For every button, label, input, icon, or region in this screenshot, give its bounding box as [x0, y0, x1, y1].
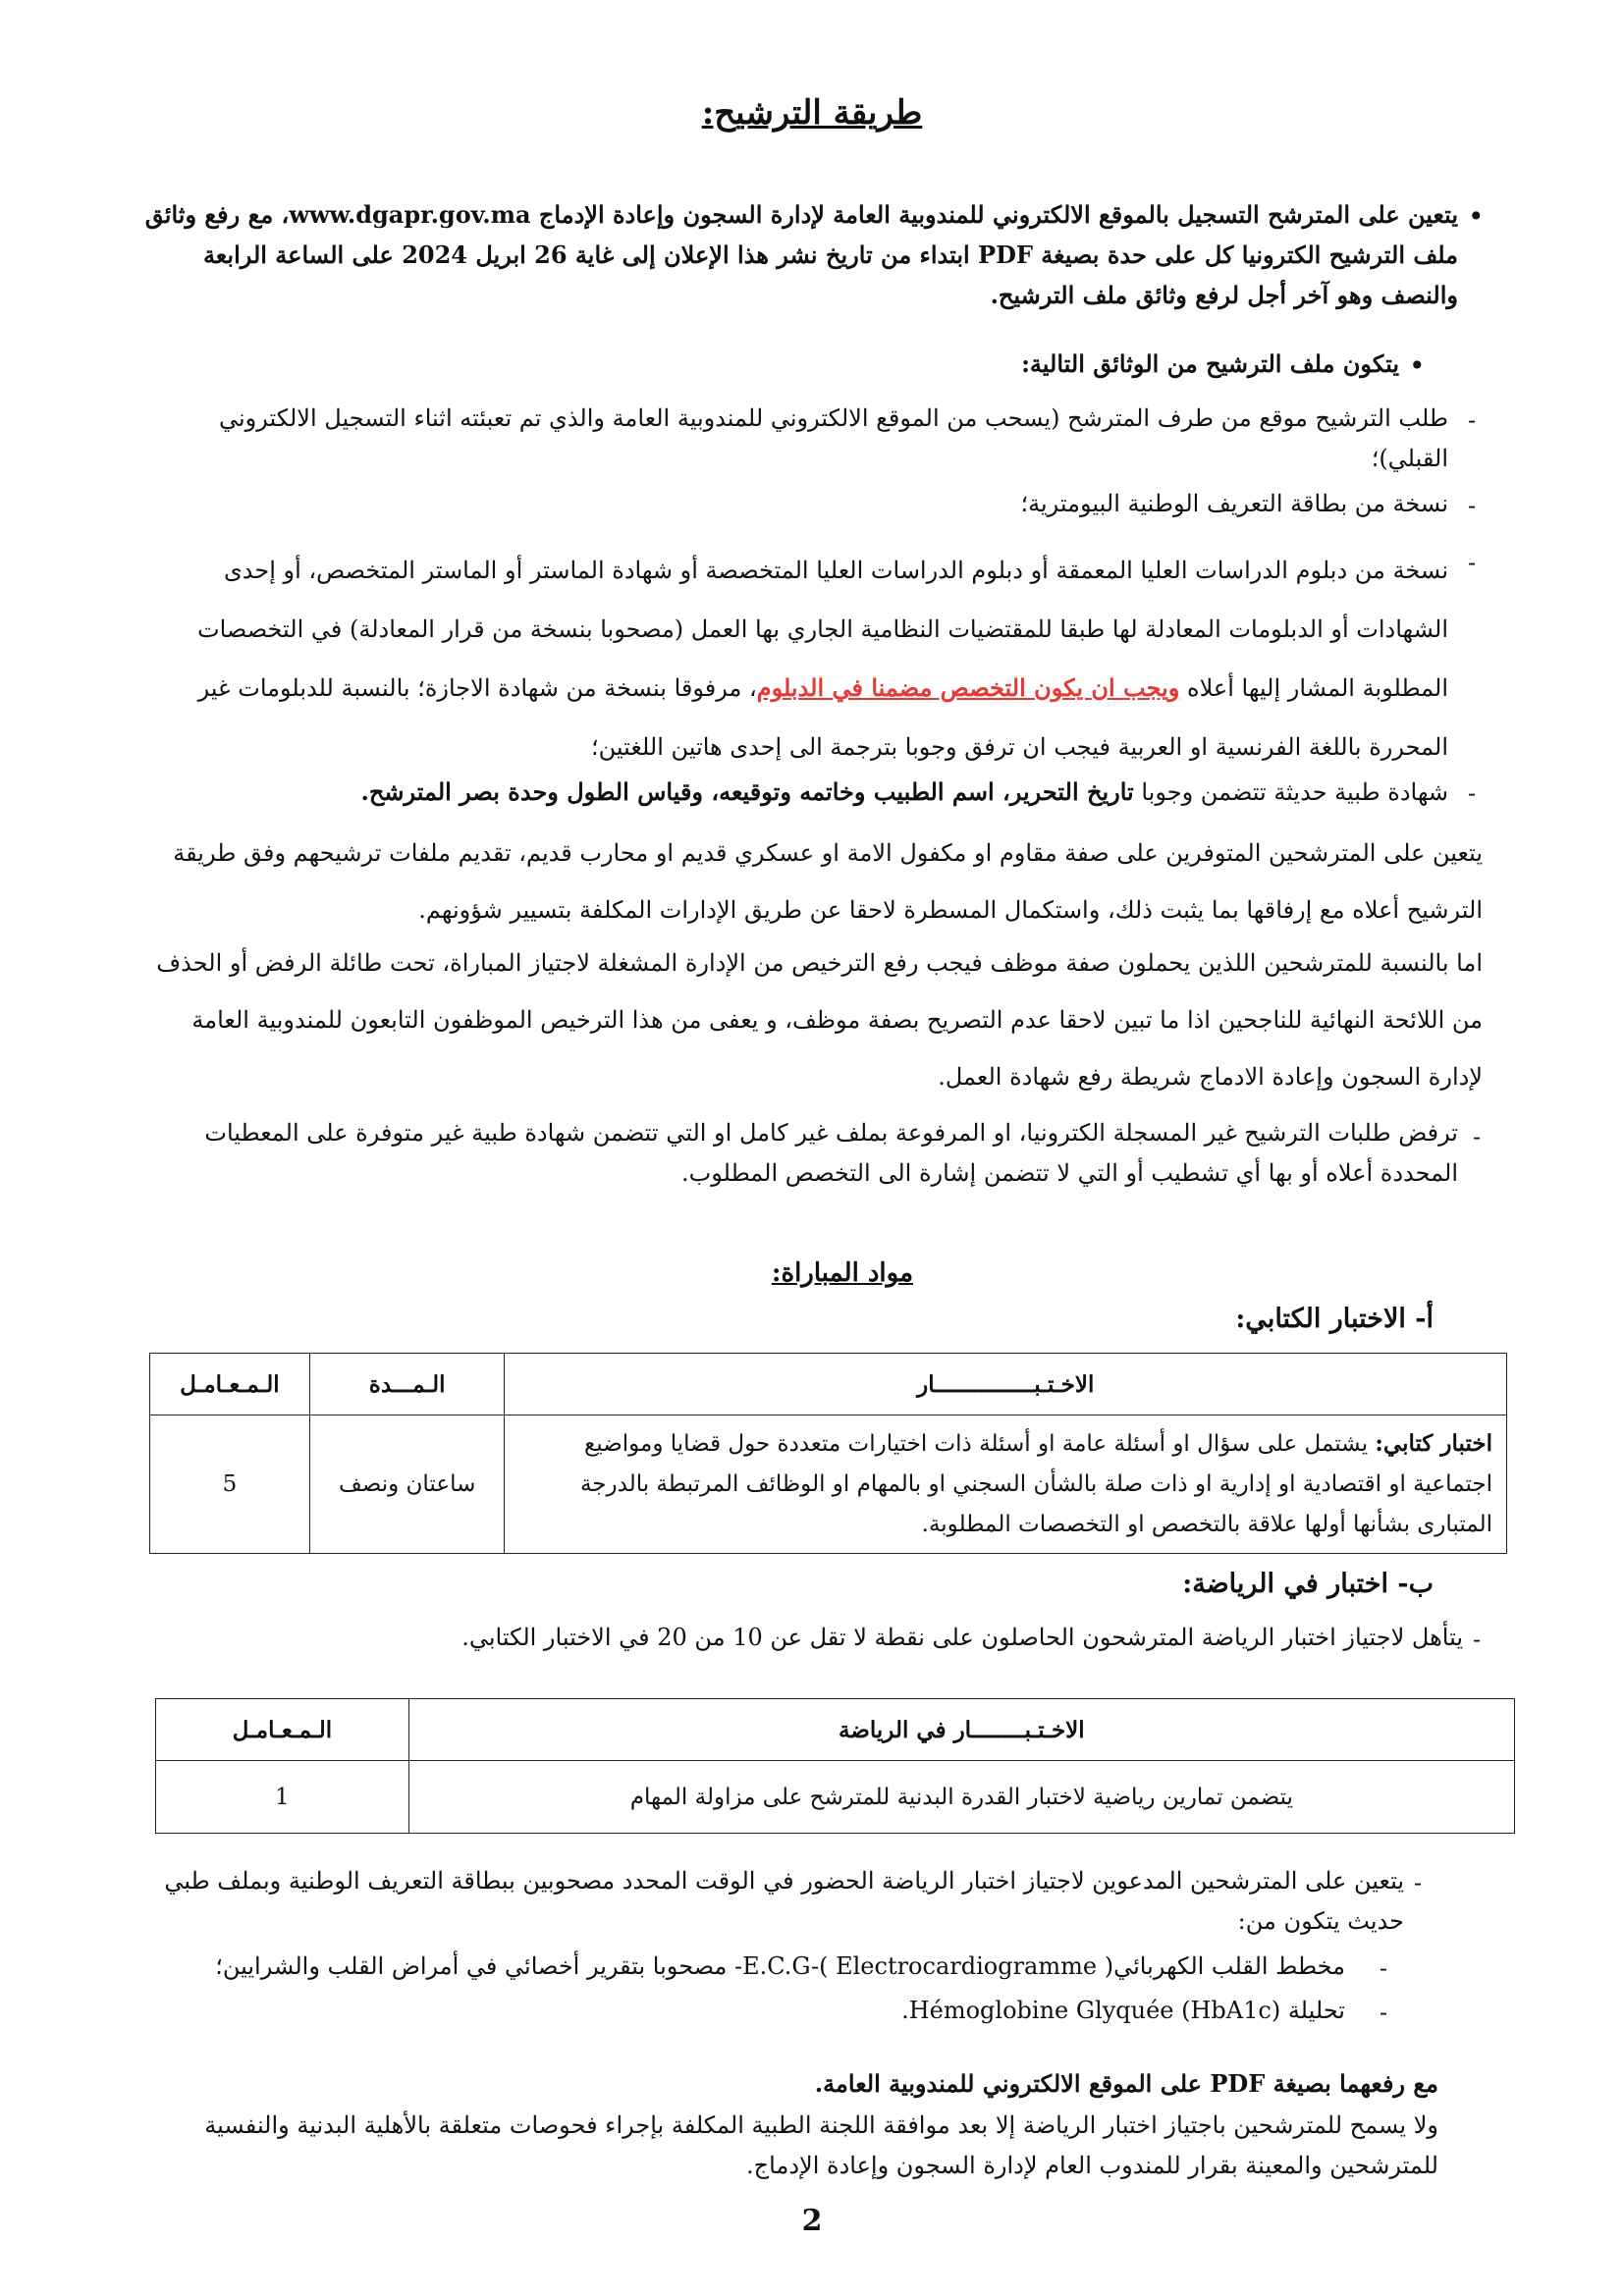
document-item-request: طلب الترشيح موقع من طرف المترشح (يسحب من الموقع الالكتروني للمندوبية العامة والذي تم تعبئته اثناء التسجيل الالكتروني القبلي)؛	[218, 404, 1448, 472]
dash-icon: -	[1473, 1123, 1482, 1150]
table-header-row	[150, 1354, 1507, 1415]
header-duration: الـمـــدة	[309, 1354, 505, 1415]
employees-paragraph: اما بالنسبة للمترشحين اللذين يحملون صفة موظف فيجب رفع الترخيص من الإدارة المشغلة لاجتياز المباراة، تحت طائلة الرفض أو الحذف من اللائحة النهائية للناجحين اذا ما تبين لاحقا عدم التصريح بصفة موظف، و يعفى من هذا الترخيص الموظفون التابعون للمندوبية العامة لإدارة السجون وإعادة الادماج شريطة رفع شهادة العمل.	[156, 949, 1483, 1091]
resistance-paragraph: يتعين على المترشحين المتوفرين على صفة مقاوم او مكفول الامة او عسكري قديم او محارب قديم، تقديم ملفات ترشيحهم وفق طريقة الترشيح أعلاه مع إرفاقها بما يثبت ذلك، واستكمال المسطرة لاحقا عن طريق الإدارات المكلفة بتسيير شؤونهم.	[173, 839, 1483, 924]
sport-test-table	[155, 1698, 1515, 1834]
dash-icon: -	[1468, 406, 1477, 434]
medical-item-ecg: مخطط القلب الكهربائيE.C.G-( Electrocardiogramme )- مصحوبا بتقرير أخصائي في أمراض القلب والشرايين؛	[215, 1952, 1345, 1980]
dash-icon: -	[1468, 779, 1477, 807]
dash-icon: -	[1468, 492, 1477, 519]
subjects-heading: مواد المباراة:	[771, 1258, 913, 1288]
table-header-row	[156, 1699, 1515, 1761]
bullet-icon: •	[1409, 349, 1426, 382]
dash-icon: -	[1473, 1626, 1482, 1653]
documents-heading: يتكون ملف الترشيح من الوثائق التالية:	[1021, 349, 1399, 378]
written-test-coefficient: 5	[150, 1415, 310, 1554]
intro-paragraph: يتعين على المترشح التسجيل بالموقع الالكتروني للمندوبية العامة لإدارة السجون وإعادة الإدماج www.dgapr.gov.ma، مع رفع وثائق ملف الترشيح الكترونيا كل على حدة بصيغة PDF ابتداء من تاريخ نشر هذا الإعلان إلى غاية 26 ابريل 2024 على الساعة الرابعة والنصف وهو آخر أجل لرفع وثائق ملف الترشيح.	[144, 200, 1458, 309]
header-coefficient: الـمـعـامـل	[150, 1354, 310, 1415]
upload-note: مع رفعهما بصيغة PDF على الموقع الالكتروني للمندوبية العامة.	[814, 2069, 1438, 2098]
table-row	[156, 1761, 1515, 1834]
medical-file-intro: يتعين على المترشحين المدعوين لاجتياز اختبار الرياضة الحضور في الوقت المحدد مصحوبين ببطاقة التعريف الوطنية وبملف طبي حديث يتكون من:	[164, 1867, 1404, 1935]
bullet-icon: •	[1468, 200, 1485, 233]
dash-icon: -	[1414, 1869, 1423, 1896]
sport-test-coefficient: 1	[156, 1761, 409, 1834]
dash-icon: -	[1380, 1954, 1388, 1982]
document-item-diploma: نسخة من دبلوم الدراسات العليا المعمقة أو دبلوم الدراسات العليا المتخصصة أو شهادة الماستر أو الماستر المتخصص، أو إحدى الشهادات أو الدبلومات المعادلة لها طبقا للمقتضيات النظامية الجاري بها العمل (مصحوبا بنسخة من قرار المعادلة) في التخصصات المطلوبة المشار إليها أعلاه ويجب ان يكون التخصص مضمنا في الدبلوم، مرفوقا بنسخة من شهادة الاجازة؛ بالنسبة للدبلومات غير المحررة باللغة الفرنسية او العربية فيجب ان ترفق وجوبا بترجمة الى إحدى هاتين اللغتين؛	[196, 557, 1448, 761]
final-paragraph: ولا يسمح للمترشحين باجتياز اختبار الرياضة إلا بعد موافقة اللجنة الطبية المكلفة بإجراء فحوصات متعلقة بالأهلية البدنية والنفسية للمترشحين والمعينة بقرار للمندوب العام لإدارة السجون وإعادة الإدماج.	[204, 2111, 1438, 2179]
document-item-id-card: نسخة من بطاقة التعريف الوطنية البيومترية؛	[1020, 490, 1448, 517]
header-test: الاخـتـبـــــــــــــــار	[505, 1354, 1507, 1415]
sport-eligibility: يتأهل لاجتياز اختبار الرياضة المترشحون الحاصلون على نقطة لا تقل عن 10 من 20 في الاختبار الكتابي.	[461, 1624, 1463, 1651]
table-row	[150, 1415, 1507, 1554]
page-number: 2	[801, 2204, 823, 2238]
rejection-note: ترفض طلبات الترشيح غير المسجلة الكترونيا، او المرفوعة بملف غير كامل او التي تتضمن شهادة طبية غير متوفرة على المعطيات المحددة أعلاه أو بها أي تشطيب أو التي لا تتضمن إشارة الى التخصص المطلوب.	[204, 1119, 1458, 1187]
sport-test-description: يتضمن تمارين رياضية لاختبار القدرة البدنية للمترشح على مزاولة المهام	[408, 1761, 1514, 1834]
header-coefficient: الـمـعـامـل	[156, 1699, 409, 1761]
diploma-specialty-warning: ويجب ان يكون التخصص مضمنا في الدبلوم	[756, 673, 1180, 702]
written-test-heading: أ- الاختبار الكتابي:	[1235, 1304, 1434, 1334]
medical-item-hba1c: تحليلة Hémoglobine Glyquée (HbA1c).	[901, 1997, 1345, 2024]
written-test-duration: ساعتان ونصف	[309, 1415, 505, 1554]
written-test-table	[149, 1353, 1507, 1554]
header-sport-test: الاخـتـبــــــــار في الرياضة	[408, 1699, 1514, 1761]
written-test-description: اختبار كتابي: يشتمل على سؤال او أسئلة عامة او أسئلة ذات اختيارات متعددة حول قضايا ومواضيع اجتماعية او اقتصادية او إدارية او ذات صلة بالشأن السجني او بالمهام او الوظائف المرتبطة بالدرجة المتبارى بشأنها أولها علاقة بالتخصص او التخصصات المطلوبة.	[505, 1415, 1507, 1554]
dash-icon: -	[1468, 549, 1477, 576]
sport-test-heading: ب- اختبار في الرياضة:	[1182, 1569, 1434, 1599]
dash-icon: -	[1380, 1999, 1388, 2026]
document-item-medical-certificate: شهادة طبية حديثة تتضمن وجوبا تاريخ التحرير، اسم الطبيب وخاتمه وتوقيعه، وقياس الطول وحدة بصر المترشح.	[360, 777, 1448, 806]
page-title: طريقة الترشيح:	[701, 93, 923, 133]
